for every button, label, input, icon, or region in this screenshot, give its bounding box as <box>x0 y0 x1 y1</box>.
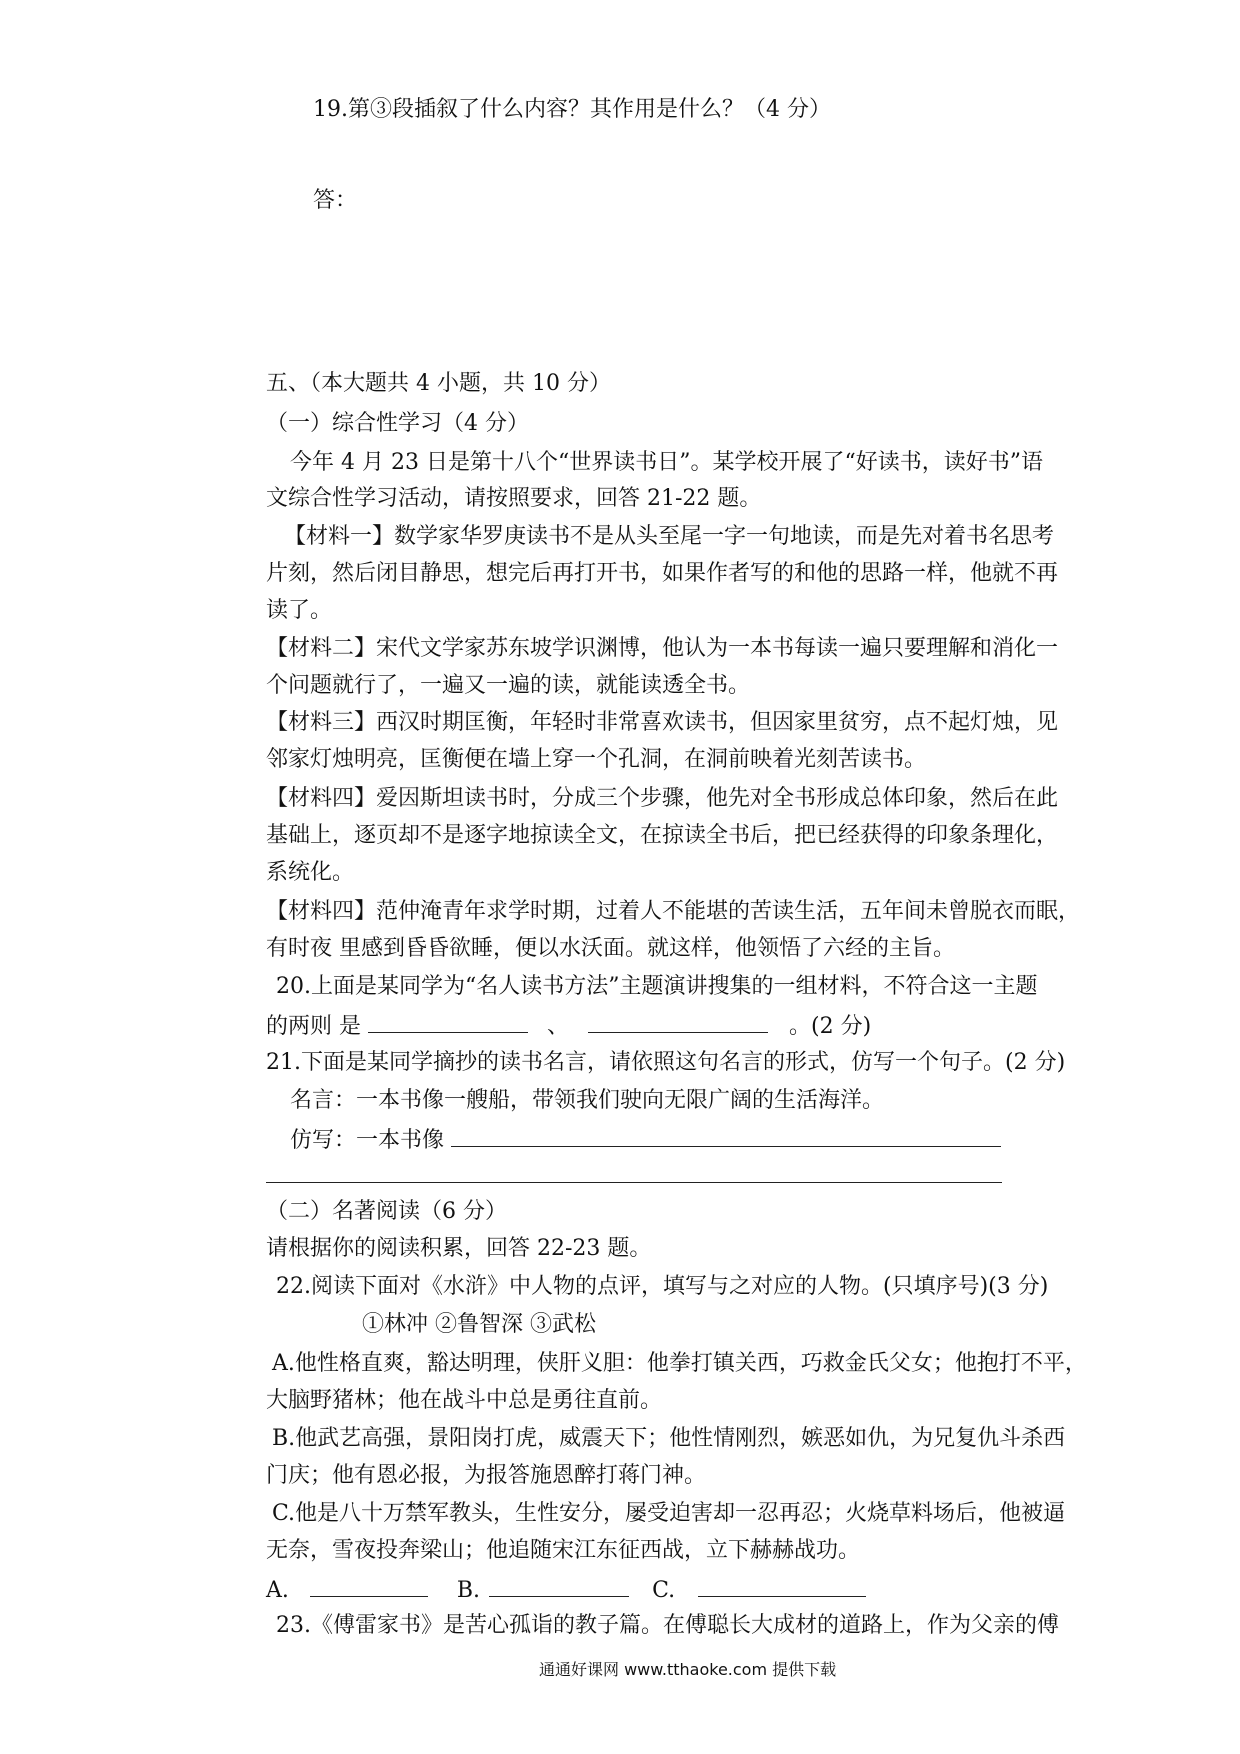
q22-item-c-line-2: 无奈，雪夜投奔梁山；他追随宋江东征西战，立下赫赫战功。 <box>266 1538 861 1563</box>
q22-answer-c-blank[interactable] <box>698 1574 866 1597</box>
q20-blank-2[interactable] <box>588 1010 768 1033</box>
q20-blank-1[interactable] <box>368 1010 528 1033</box>
page-footer: 通通好课网 www.tthaoke.com 提供下载 <box>539 1660 837 1679</box>
intro-line-2: 文综合性学习活动，请按照要求，回答 21-22 题。 <box>266 486 762 511</box>
q20-points: 。(2 分) <box>789 1014 872 1039</box>
material-4-line-2: 基础上，逐页却不是逐字地掠读全文，在掠读全书后，把已经获得的印象条理化， <box>266 823 1059 848</box>
q20-separator: 、 <box>547 1014 570 1039</box>
material-2-line-2: 个问题就行了，一遍又一遍的读，就能读透全书。 <box>266 673 751 698</box>
part1-heading: （一）综合性学习（4 分） <box>266 411 529 436</box>
material-1-line-1: 【材料一】数学家华罗庚读书不是从头至尾一字一句地读，而是先对着书名思考 <box>284 524 1055 549</box>
q21-imitate <box>290 1124 1001 1156</box>
q20-prefix: 的两则 是 <box>266 1014 361 1039</box>
part2-heading: （二）名著阅读（6 分） <box>266 1199 507 1224</box>
q20-line-1: 20.上面是某同学为“名人读书方法”主题演讲搜集的一组材料，不符合这一主题 <box>276 974 1038 999</box>
intro-line-1: 今年 4 月 23 日是第十八个“世界读书日”。某学校开展了“好读书，读好书”语 <box>290 450 1043 475</box>
q19-answer-label: 答： <box>313 188 358 213</box>
q22-item-c-line-1: C.他是八十万禁军教头，生性安分，屡受迫害却一忍再忍；火烧草料场后，他被逼 <box>272 1501 1066 1526</box>
material-1-line-3: 读了。 <box>266 598 333 623</box>
material-3-line-2: 邻家灯烛明亮，匡衡便在墙上穿一个孔洞，在洞前映着光刻苦读书。 <box>266 747 927 772</box>
q22-answer-a-blank[interactable] <box>310 1574 428 1597</box>
q20-line-2 <box>266 1010 871 1042</box>
part2-intro: 请根据你的阅读积累，回答 22-23 题。 <box>266 1236 652 1261</box>
q22-answer-c-label: C. <box>652 1578 676 1603</box>
q22-item-b-line-1: B.他武艺高强，景阳岗打虎，威震天下；他性情刚烈，嫉恶如仇，为兄复仇斗杀西 <box>272 1426 1066 1451</box>
material-1-line-2: 片刻，然后闭目静思，想完后再打开书，如果作者写的和他的思路一样，他就不再 <box>266 561 1059 586</box>
q19-question: 19.第③段插叙了什么内容？其作用是什么？（4 分） <box>313 97 831 122</box>
q21-quote: 名言：一本书像一艘船，带领我们驶向无限广阔的生活海洋。 <box>290 1088 885 1113</box>
material-5-line-1: 【材料四】范仲淹青年求学时期，过着人不能堪的苦读生活，五年间未曾脱衣而眠， <box>266 899 1081 924</box>
material-3-line-1: 【材料三】西汉时期匡衡，年轻时非常喜欢读书，但因家里贫穷，点不起灯烛，见 <box>266 710 1059 735</box>
q22-answer-b-blank[interactable] <box>489 1574 629 1597</box>
q21-answer-rule[interactable] <box>266 1182 1002 1183</box>
material-5-line-2: 有时夜 里感到昏昏欲睡，便以水沃面。就这样，他领悟了六经的主旨。 <box>266 936 955 961</box>
section5-heading: 五、（本大题共 4 小题，共 10 分） <box>266 371 611 396</box>
q22-item-b-line-2: 门庆；他有恩必报，为报答施恩醉打蒋门神。 <box>266 1463 707 1488</box>
material-4-line-1: 【材料四】爱因斯坦读书时，分成三个步骤，他先对全书形成总体印象，然后在此 <box>266 786 1059 811</box>
q22-answer-a-label: A. <box>266 1578 289 1603</box>
material-4-line-3: 系统化。 <box>266 860 355 885</box>
q23-text: 23.《傅雷家书》是苦心孤诣的教子篇。在傅聪长大成材的道路上，作为父亲的傅 <box>276 1613 1059 1638</box>
q22-answer-b-label: B. <box>456 1578 481 1603</box>
q22-item-a-line-2: 大脑野猪林；他在战斗中总是勇往直前。 <box>266 1388 663 1413</box>
material-2-line-1: 【材料二】宋代文学家苏东坡学识渊博，他认为一本书每读一遍只要理解和消化一 <box>266 636 1059 661</box>
q22-options: ①林冲 ②鲁智深 ③武松 <box>362 1312 596 1337</box>
q21-question: 21.下面是某同学摘抄的读书名言，请依照这句名言的形式，仿写一个句子。(2 分) <box>266 1050 1066 1075</box>
q21-imitate-blank[interactable] <box>451 1124 1001 1147</box>
q22-question: 22.阅读下面对《水浒》中人物的点评，填写与之对应的人物。(只填序号)(3 分) <box>276 1274 1049 1299</box>
q22-answers <box>266 1574 866 1606</box>
q21-imitate-prefix: 仿写：一本书像 <box>290 1128 445 1153</box>
q22-item-a-line-1: A.他性格直爽，豁达明理，侠肝义胆：他拳打镇关西，巧救金氏父女；他抱打不平， <box>272 1351 1087 1376</box>
